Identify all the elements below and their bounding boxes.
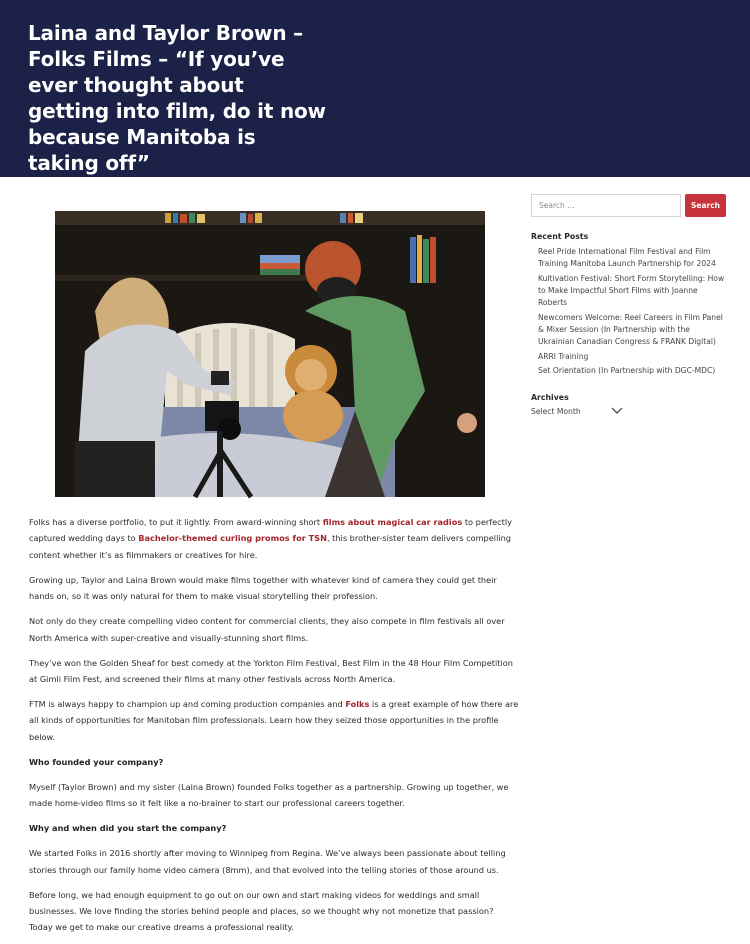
search-button[interactable]: Search <box>685 194 726 217</box>
archives-select-value: Select Month <box>531 406 581 416</box>
recent-post-link[interactable]: Kultivation Festival: Short Form Storytelling: How to Make Impactful Short Films with Joanne Roberts <box>538 273 725 308</box>
answer-start: We started Folks in 2016 shortly after moving to Winnipeg from Regina. We’ve always been passionate about telling stories through our family home video camera (8mm), and that evolved into the telling stories of those around us. <box>29 848 506 875</box>
sidebar <box>531 194 727 416</box>
search-input[interactable] <box>531 194 681 217</box>
paragraph-ftm: FTM is always happy to champion up and coming production companies and Folks is a great example of how there are all kinds of opportunities for Manitoban film professionals. Learn how they seized those opportunities in the profile below. <box>29 699 519 742</box>
paragraph-awards: They’ve won the Golden Sheaf for best comedy at the Yorkton Film Festival, Best Film in the 48 Hour Film Competition at Gimli Film Fest, and screened their films at many other festivals across North America. <box>29 657 513 685</box>
question-founders: Who founded your company? <box>29 756 164 767</box>
recent-post-link[interactable]: ARRI Training <box>538 351 589 361</box>
archives-title: Archives <box>531 392 569 402</box>
answer-founders: Myself (Taylor Brown) and my sister (Laina Brown) founded Folks together as a partnership. Growing up together, we made home-video films so it felt like a no-brainer to start our professional careers together. <box>29 781 509 809</box>
page-title: Laina and Taylor Brown – Folks Films – “If you’ve ever thought about getting into film, do it now because Manitoba is taking off” <box>28 21 326 175</box>
recent-posts-list <box>531 246 727 378</box>
link-magical-car-radios[interactable]: films about magical car radios <box>322 517 463 527</box>
page-header <box>0 0 750 177</box>
recent-post-link[interactable]: Newcomers Welcome: Reel Careers in Film Panel & Mixer Session (In Partnership with the Ukrainian Canadian Congress & FRANK Digital) <box>538 312 723 347</box>
recent-post-link[interactable]: Reel Pride International Film Festival and Film Training Manitoba Launch Partnership for 2024 <box>538 247 716 269</box>
link-curling-promos[interactable]: Bachelor-themed curling promos for TSN <box>138 533 327 544</box>
paragraph-festivals: Not only do they create compelling video content for commercial clients, they also compete in film festivals all over North America with super-creative and visually-stunning short films. <box>29 616 505 643</box>
link-folks[interactable]: Folks <box>345 699 370 710</box>
article-body <box>29 514 519 944</box>
answer-start-continued: Before long, we had enough equipment to go out on our own and start making videos for weddings and small businesses. We love finding the stories behind people and places, so we thought why not monetize that passion? Today we get to make our creative dreams a professional reality. <box>29 889 494 933</box>
search-form <box>531 194 727 217</box>
question-start: Why and when did you start the company? <box>29 823 227 834</box>
recent-posts-title: Recent Posts <box>531 232 589 241</box>
paragraph-intro: Folks has a diverse portfolio, to put it lightly. From award-winning short films about magical car radios to perfectly captured wedding days to Bachelor-themed curling promos for TSN, this brother-sister team delivers compelling content whether it’s as filmmakers or creatives for hire. <box>29 517 513 560</box>
archives-select[interactable] <box>531 407 727 416</box>
recent-post-link[interactable]: Set Orientation (In Partnership with DGC-MDC) <box>538 366 716 376</box>
paragraph-growing-up: Growing up, Taylor and Laina Brown would make films together with whatever kind of camera they could get their hands on, so it was only natural for them to make visual storytelling their profession. <box>29 574 497 602</box>
chevron-down-icon <box>611 407 623 415</box>
featured-photo-illustration <box>55 211 485 497</box>
featured-photo <box>55 211 485 497</box>
